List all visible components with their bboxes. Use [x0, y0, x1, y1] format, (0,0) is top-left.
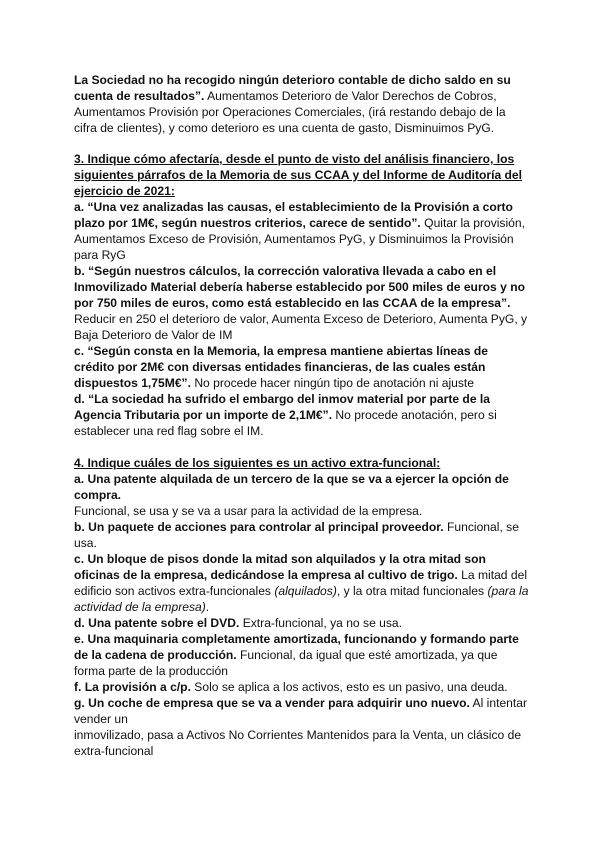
- question-3-heading: 3. Indique cómo afectaría, desde el punto de visto del análisis financiero, los: [74, 152, 515, 166]
- text-line: [74, 679, 536, 695]
- text-fragment: No procede hacer ningún tipo de anotación ni ajuste: [190, 376, 475, 390]
- item-b-answer: Reducir en 250 el deterioro de valor, Aumenta Exceso de Deterioro, Aumenta PyG, y: [74, 312, 528, 326]
- text-line: [74, 583, 536, 599]
- item-g-answer: vender un: [74, 712, 128, 726]
- text-fragment: Funcional, se: [443, 520, 519, 534]
- text-line: [74, 615, 536, 631]
- text-fragment: Solo se aplica a los activos, esto es un pasivo, una deuda.: [190, 680, 508, 694]
- item-b-answer: usa.: [74, 536, 97, 550]
- italic-fragment: actividad de la empresa): [74, 600, 206, 614]
- bold-fragment: oficinas de la empresa, dedicándose la empresa al cultivo de trigo.: [74, 568, 458, 582]
- text-line: [74, 519, 536, 535]
- item-c-statement: crédito por 2M€ con diversas entidades financieras, de las cuales están: [74, 360, 486, 374]
- item-a-answer: Aumentamos Exceso de Provisión, Aumentamos PyG, y Disminuimos la Provisión: [74, 232, 514, 246]
- text-line: [74, 215, 536, 231]
- bold-fragment: d. Una patente sobre el DVD.: [74, 616, 240, 630]
- text-fragment: La mitad del: [457, 568, 528, 582]
- bold-fragment: b. Un paquete de acciones para controlar al principal proveedor.: [74, 520, 444, 534]
- item-d-answer: establecer una red flag sobre el IM.: [74, 424, 264, 438]
- bold-fragment: cuenta de resultados”.: [74, 89, 205, 103]
- item-e-statement: e. Una maquinaria completamente amortizada, funcionando y formando parte: [74, 632, 519, 646]
- item-a-statement: compra.: [74, 488, 122, 502]
- text-fragment: , y la otra mitad funcionales: [336, 584, 488, 598]
- text-fragment: Al intentar: [469, 696, 528, 710]
- text-line: [74, 407, 536, 423]
- item-a-statement: a. “Una vez analizadas las causas, el establecimiento de la Provisión a corto: [74, 200, 513, 214]
- text-fragment: .: [205, 600, 210, 614]
- text-line: Aumentamos Provisión por Operaciones Comerciales, (irá restando debajo de la: [74, 105, 506, 119]
- text-line: [74, 599, 536, 615]
- item-b-statement: b. “Según nuestros cálculos, la corrección valorativa llevada a cabo en el: [74, 264, 497, 278]
- item-c-statement: c. “Según consta en la Memoria, la empresa mantiene abiertas líneas de: [74, 344, 489, 358]
- italic-fragment: (para la: [487, 584, 529, 598]
- question-3-heading: ejercicio de 2021:: [74, 184, 175, 198]
- text-fragment: Extra-funcional, ya no se usa.: [239, 616, 403, 630]
- text-fragment: Quitar la provisión,: [420, 216, 525, 230]
- text-fragment: edificio son activos extra-funcionales: [74, 584, 275, 598]
- item-g-answer: inmovilizado, pasa a Activos No Corrientes Mantenidos para la Venta, un clásico de: [74, 728, 522, 742]
- bold-fragment: dispuestos 1,75M€”.: [74, 376, 191, 390]
- question-4-section: [74, 455, 536, 759]
- bold-fragment: f. La provisión a c/p.: [74, 680, 191, 694]
- text-line: cifra de clientes), y como deterioro es una cuenta de gasto, Disminuimos PyG.: [74, 121, 495, 135]
- text-line: [74, 695, 536, 711]
- text-line: [74, 375, 536, 391]
- italic-fragment: (alquilados): [274, 584, 337, 598]
- text-fragment: Funcional, da igual que esté amortizada, ya que: [236, 648, 498, 662]
- item-b-statement: por 750 miles de euros, como está establecido en las CCAA de la empresa”.: [74, 296, 511, 310]
- bold-fragment: g. Un coche de empresa que se va a vender para adquirir uno nuevo.: [74, 696, 470, 710]
- item-a-answer: Funcional, se usa y se va a usar para la actividad de la empresa.: [74, 504, 423, 518]
- item-a-answer: para RyG: [74, 248, 126, 262]
- bold-fragment: plazo por 1M€, según nuestros criterios, carece de sentido”.: [74, 216, 421, 230]
- text-line: La Sociedad no ha recogido ningún deterioro contable de dicho saldo en su: [74, 73, 511, 87]
- top-paragraph: [74, 72, 536, 136]
- item-g-answer: extra-funcional: [74, 744, 154, 758]
- bold-fragment: de la cadena de producción.: [74, 648, 237, 662]
- question-3-section: [74, 151, 536, 439]
- question-3-heading: siguientes párrafos de la Memoria de sus CCAA y del Informe de Auditoría del: [74, 168, 523, 182]
- item-e-answer: forma parte de la producción: [74, 664, 228, 678]
- item-c-statement: c. Un bloque de pisos donde la mitad son alquilados y la otra mitad son: [74, 552, 486, 566]
- item-a-statement: a. Una patente alquilada de un tercero de la que se va a ejercer la opción de: [74, 472, 509, 486]
- text-line: [74, 567, 536, 583]
- item-b-statement: Inmovilizado Material debería haberse establecido por 500 miles de euros y no: [74, 280, 525, 294]
- text-fragment: Aumentamos Deterioro de Valor Derechos de Cobros,: [204, 89, 497, 103]
- bold-fragment: Agencia Tributaria por un importe de 2,1M€”.: [74, 408, 333, 422]
- question-4-heading: 4. Indique cuáles de los siguientes es un activo extra-funcional:: [74, 456, 441, 470]
- text-line: [74, 647, 536, 663]
- item-b-answer: Baja Deterioro de Valor de IM: [74, 328, 233, 342]
- text-fragment: No procede anotación, pero si: [332, 408, 497, 422]
- text-line: [74, 88, 536, 104]
- item-d-statement: d. “La sociedad ha sufrido el embargo del inmov material por parte de la: [74, 392, 490, 406]
